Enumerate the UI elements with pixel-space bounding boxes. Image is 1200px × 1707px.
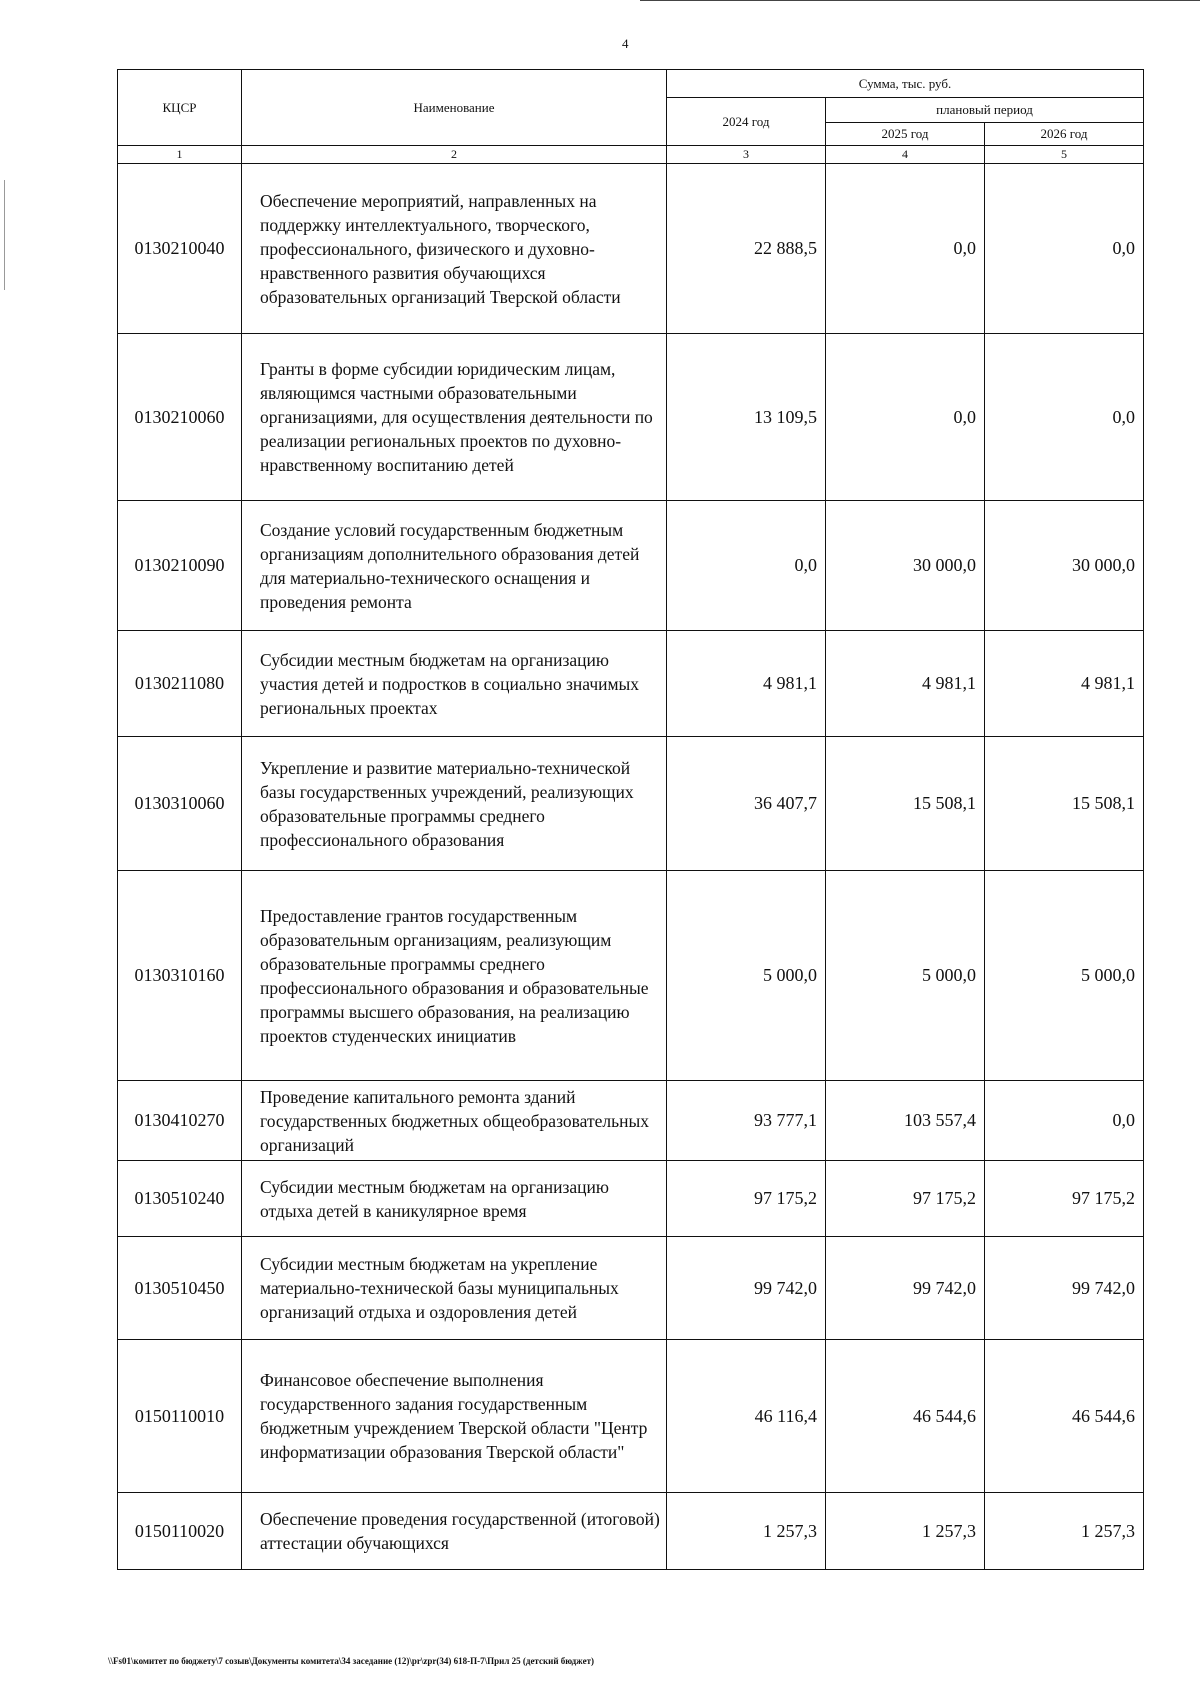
amount-2026: 99 742,0 [985,1237,1144,1340]
column-number: 4 [826,146,985,164]
page-number: 4 [622,36,629,51]
header-planned-period: плановый период [826,98,1144,123]
amount-2026: 0,0 [985,164,1144,334]
column-number: 2 [242,146,667,164]
kcsr-code: 0130410270 [118,1081,242,1161]
amount-2026: 1 257,3 [985,1493,1144,1570]
header-kcsr: КЦСР [118,70,242,146]
amount-2026: 15 508,1 [985,737,1144,871]
scan-margin-line [4,180,5,290]
expense-name: Создание условий государственным бюджетным организациям дополнительного образования детей для материально-технического оснащения и проведения ремонта [242,501,667,631]
column-number: 5 [985,146,1144,164]
expense-name: Укрепление и развитие материально-технической базы государственных учреждений, реализующих образовательные программы среднего профессионального образования [242,737,667,871]
header-name: Наименование [242,70,667,146]
table-row [118,1340,1144,1493]
kcsr-code: 0130210040 [118,164,242,334]
expense-name: Финансовое обеспечение выполнения государственного задания государственным бюджетным учреждением Тверской области "Центр информатизации образования Тверской области" [242,1340,667,1493]
column-number: 1 [118,146,242,164]
kcsr-code: 0130310160 [118,871,242,1081]
amount-2025: 15 508,1 [826,737,985,871]
amount-2024: 5 000,0 [667,871,826,1081]
amount-2024: 46 116,4 [667,1340,826,1493]
table-row [118,1081,1144,1161]
table-row [118,501,1144,631]
amount-2025: 46 544,6 [826,1340,985,1493]
kcsr-code: 0130211080 [118,631,242,737]
amount-2025: 0,0 [826,164,985,334]
amount-2024: 97 175,2 [667,1161,826,1237]
amount-2025: 97 175,2 [826,1161,985,1237]
column-number: 3 [667,146,826,164]
amount-2024: 22 888,5 [667,164,826,334]
amount-2026: 4 981,1 [985,631,1144,737]
amount-2026: 30 000,0 [985,501,1144,631]
amount-2026: 0,0 [985,334,1144,501]
kcsr-code: 0130210090 [118,501,242,631]
amount-2024: 36 407,7 [667,737,826,871]
table-row [118,1237,1144,1340]
amount-2024: 0,0 [667,501,826,631]
amount-2025: 99 742,0 [826,1237,985,1340]
kcsr-code: 0150110010 [118,1340,242,1493]
amount-2025: 5 000,0 [826,871,985,1081]
table-row [118,1161,1144,1237]
header-amount: Сумма, тыс. руб. [667,70,1144,98]
amount-2024: 1 257,3 [667,1493,826,1570]
kcsr-code: 0150110020 [118,1493,242,1570]
header-year-2025: 2025 год [826,123,985,146]
amount-2025: 103 557,4 [826,1081,985,1161]
table-header [118,70,1144,164]
expense-name: Субсидии местным бюджетам на укрепление материально-технической базы муниципальных организаций отдыха и оздоровления детей [242,1237,667,1340]
amount-2025: 1 257,3 [826,1493,985,1570]
amount-2024: 4 981,1 [667,631,826,737]
table-row [118,164,1144,334]
expense-name: Обеспечение мероприятий, направленных на поддержку интеллектуального, творческого, профессионального, физического и духовно-нравственного развития обучающихся образовательных организаций Тверской области [242,164,667,334]
expense-name: Проведение капитального ремонта зданий государственных бюджетных общеобразовательных организаций [242,1081,667,1161]
table-row [118,334,1144,501]
amount-2025: 4 981,1 [826,631,985,737]
table-row [118,1493,1144,1570]
amount-2024: 93 777,1 [667,1081,826,1161]
kcsr-code: 0130510450 [118,1237,242,1340]
column-number-row [118,146,1144,164]
amount-2024: 99 742,0 [667,1237,826,1340]
table-body [118,164,1144,1570]
expense-name: Обеспечение проведения государственной (итоговой) аттестации обучающихся [242,1493,667,1570]
header-year-2024: 2024 год [667,98,826,146]
kcsr-code: 0130310060 [118,737,242,871]
amount-2024: 13 109,5 [667,334,826,501]
amount-2026: 46 544,6 [985,1340,1144,1493]
table-row [118,737,1144,871]
table-row [118,631,1144,737]
kcsr-code: 0130210060 [118,334,242,501]
header-year-2026: 2026 год [985,123,1144,146]
kcsr-code: 0130510240 [118,1161,242,1237]
expense-name: Субсидии местным бюджетам на организацию отдыха детей в каникулярное время [242,1161,667,1237]
footer-file-path: \\Fs01\комитет по бюджету\7 созыв\Документы комитета\34 заседание (12)\pr\zpr(34) 618-П-7\Прил 25 (детский бюджет) [108,1656,594,1666]
expense-name: Гранты в форме субсидии юридическим лицам, являющимся частными образовательными организациями, для осуществления деятельности по реализации региональных проектов по духовно-нравственному воспитанию детей [242,334,667,501]
amount-2026: 97 175,2 [985,1161,1144,1237]
expense-name: Предоставление грантов государственным образовательным организациям, реализующим образовательные программы среднего профессионального образования и образовательные программы высшего образования, на реализацию проектов студенческих инициатив [242,871,667,1081]
expense-name: Субсидии местным бюджетам на организацию участия детей и подростков в социально значимых региональных проектах [242,631,667,737]
amount-2025: 0,0 [826,334,985,501]
table-row [118,871,1144,1081]
amount-2026: 0,0 [985,1081,1144,1161]
budget-table [117,69,1144,1570]
top-rule [640,0,1200,1]
amount-2025: 30 000,0 [826,501,985,631]
amount-2026: 5 000,0 [985,871,1144,1081]
